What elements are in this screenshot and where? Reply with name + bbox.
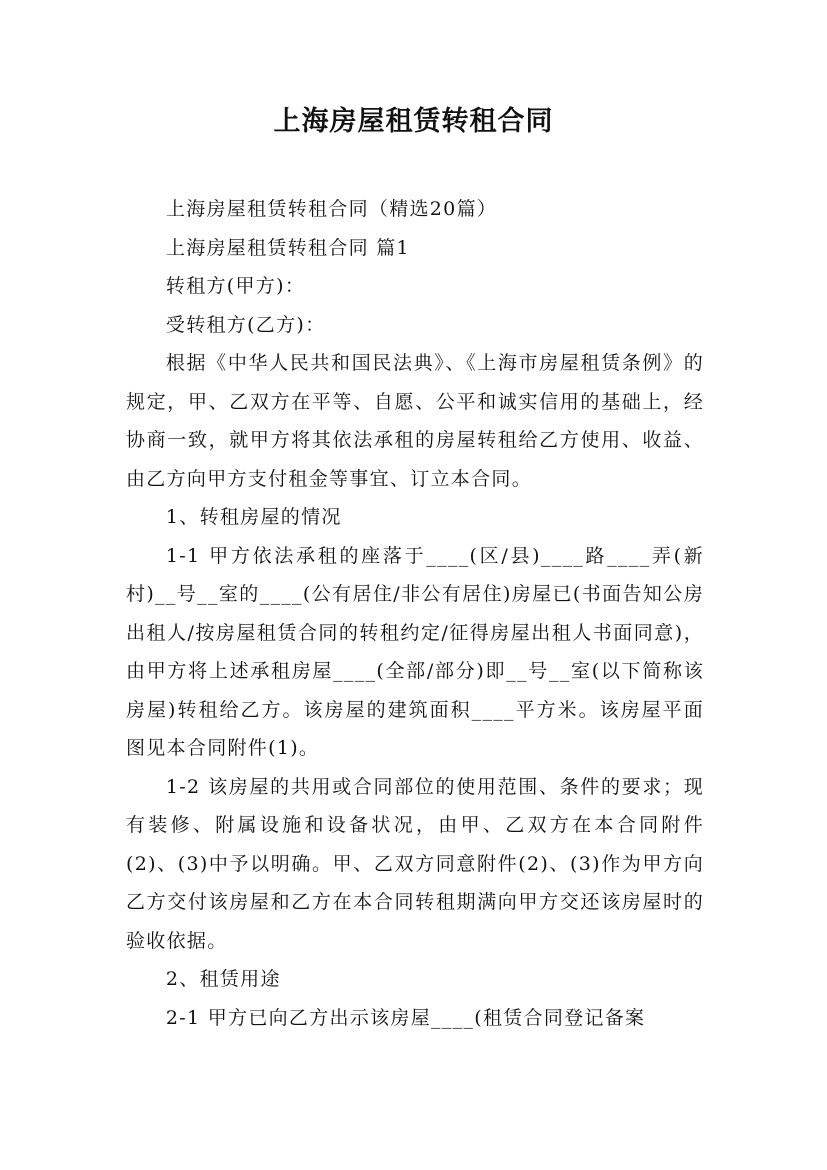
paragraph-clause-heading-1: 1、转租房屋的情况 bbox=[165, 506, 342, 528]
paragraph-party-b: 受转租方(乙方)： bbox=[165, 313, 326, 336]
paragraph-section-heading: 上海房屋租赁转租合同 篇1 bbox=[165, 236, 410, 259]
paragraph-preamble: 根据《中华人民共和国民法典》、《上海市房屋租赁条例》的规定，甲、乙双方在平等、自愿、公平和诚实信用的基础上，经协商一致，就甲方将其依法承租的房屋转租给乙方使用、收益、由乙方向甲方支付租金等事宜、订立本合同。 bbox=[126, 352, 704, 490]
paragraph-clause-heading-2: 2、租赁用途 bbox=[165, 968, 281, 990]
paragraph-clause-1-2: 1-2 该房屋的共用或合同部位的使用范围、条件的要求；现有装修、附属设施和设备状况，由甲、乙双方在本合同附件(2)、(3)中予以明确。甲、乙双方同意附件(2)、(3)作为甲方向乙方交付该房屋和乙方在本合同转租期满向甲方交还该房屋时的验收依据。 bbox=[126, 775, 704, 952]
paragraph-clause-1-1: 1-1 甲方依法承租的座落于____(区/县)____路____弄(新村)__号__室的____(公有居住/非公有居住)房屋已(书面告知公房出租人/按房屋租赁合同的转租约定/征得房屋出租人书面同意)，由甲方将上述承租房屋____(全部/部分)即__号__室(以下简称该房屋)转租给乙方。该房屋的建筑面积____平方米。该房屋平面图见本合同附件(1)。 bbox=[126, 544, 704, 759]
document-body bbox=[126, 190, 704, 1037]
paragraph-clause-2-1: 2-1 甲方已向乙方出示该房屋____(租赁合同登记备案 bbox=[165, 1006, 646, 1029]
paragraph-party-a: 转租方(甲方)： bbox=[165, 275, 306, 297]
paragraph-subtitle: 上海房屋租赁转租合同（精选20篇） bbox=[165, 198, 498, 220]
document-title: 上海房屋租赁转租合同 bbox=[273, 106, 554, 137]
